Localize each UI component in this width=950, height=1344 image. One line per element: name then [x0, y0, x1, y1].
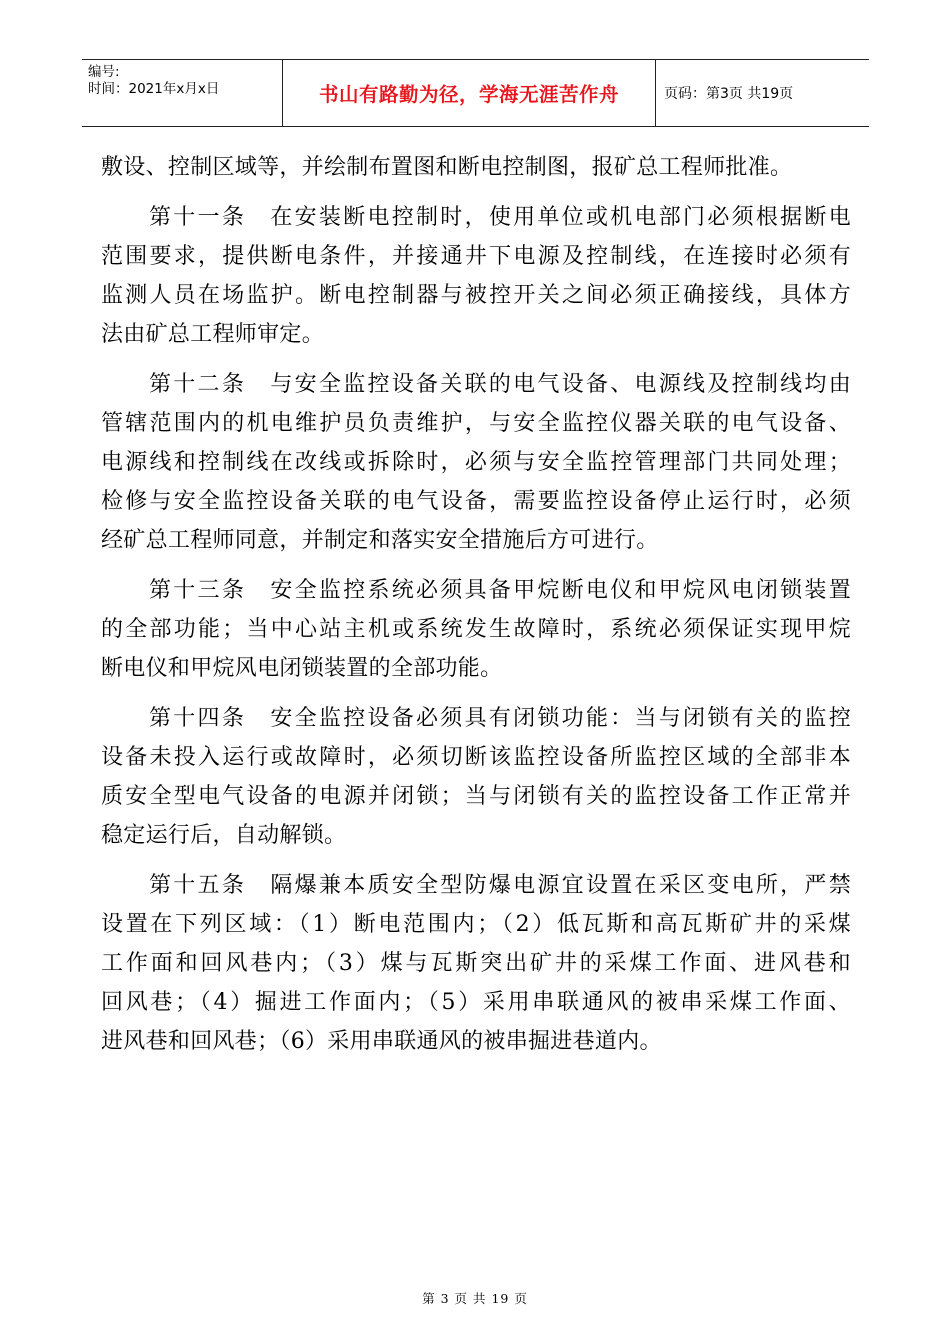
text-line: 第十四条 安全监控设备必须具有闭锁功能：当与闭锁有关的监控	[149, 706, 851, 731]
paragraph	[101, 869, 851, 1059]
paragraph	[101, 368, 851, 558]
text-line: 监测人员在场监护。断电控制器与被控开关之间必须正确接线，具体方	[101, 283, 851, 308]
text-line: 第十五条 隔爆兼本质安全型防爆电源宜设置在采区变电所，严禁	[149, 873, 851, 898]
text-line: 电源线和控制线在改线或拆除时，必须与安全监控管理部门共同处理；	[101, 450, 851, 475]
text-line: 范围要求，提供断电条件，并接通井下电源及控制线，在连接时必须有	[101, 244, 851, 269]
text-line: 进风巷和回风巷；（6）采用串联通风的被串掘进巷道内。	[101, 1029, 662, 1054]
text-line: 管辖范围内的机电维护员负责维护，与安全监控仪器关联的电气设备、	[101, 411, 851, 436]
header-page-info: 页码：第3页 共19页	[664, 86, 794, 102]
text-line: 断电仪和甲烷风电闭锁装置的全部功能。	[101, 656, 503, 681]
text-line: 法由矿总工程师审定。	[101, 322, 325, 347]
paragraph	[101, 201, 851, 352]
text-line: 质安全型电气设备的电源并闭锁；当与闭锁有关的监控设备工作正常并	[101, 784, 851, 809]
text-line: 经矿总工程师同意，并制定和落实安全措施后方可进行。	[101, 528, 659, 553]
text-line: 设置在下列区域：（1）断电范围内；（2）低瓦斯和高瓦斯矿井的采煤	[101, 912, 851, 937]
text-line: 稳定运行后，自动解锁。	[101, 823, 347, 848]
header-motto: 书山有路勤为径，学海无涯苦作舟	[283, 60, 656, 126]
text-line: 工作面和回风巷内；（3）煤与瓦斯突出矿井的采煤工作面、进风巷和	[101, 951, 851, 976]
paragraph	[101, 702, 851, 853]
paragraph	[101, 151, 851, 185]
text-line: 设备未投入运行或故障时，必须切断该监控设备所监控区域的全部非本	[101, 745, 851, 770]
page-footer: 第 3 页 共 19 页	[422, 1291, 528, 1306]
text-line: 的全部功能；当中心站主机或系统发生故障时，系统必须保证实现甲烷	[101, 617, 851, 642]
text-line: 回风巷；（4）掘进工作面内；（5）采用串联通风的被串采煤工作面、	[101, 990, 851, 1015]
code-label: 编号:	[88, 64, 120, 80]
header-meta	[82, 60, 283, 126]
text-line: 第十三条 安全监控系统必须具备甲烷断电仪和甲烷风电闭锁装置	[149, 578, 851, 603]
document-body	[101, 151, 851, 1059]
text-line: 第十二条 与安全监控设备关联的电气设备、电源线及控制线均由	[149, 372, 851, 397]
text-line: 第十一条 在安装断电控制时，使用单位或机电部门必须根据断电	[149, 205, 851, 230]
paragraph	[101, 574, 851, 686]
page-header	[82, 59, 869, 127]
text-line: 检修与安全监控设备关联的电气设备，需要监控设备停止运行时，必须	[101, 489, 851, 514]
time-label: 时间：2021年x月x日	[88, 81, 220, 97]
text-line: 敷设、控制区域等，并绘制布置图和断电控制图，报矿总工程师批准。	[101, 155, 793, 180]
